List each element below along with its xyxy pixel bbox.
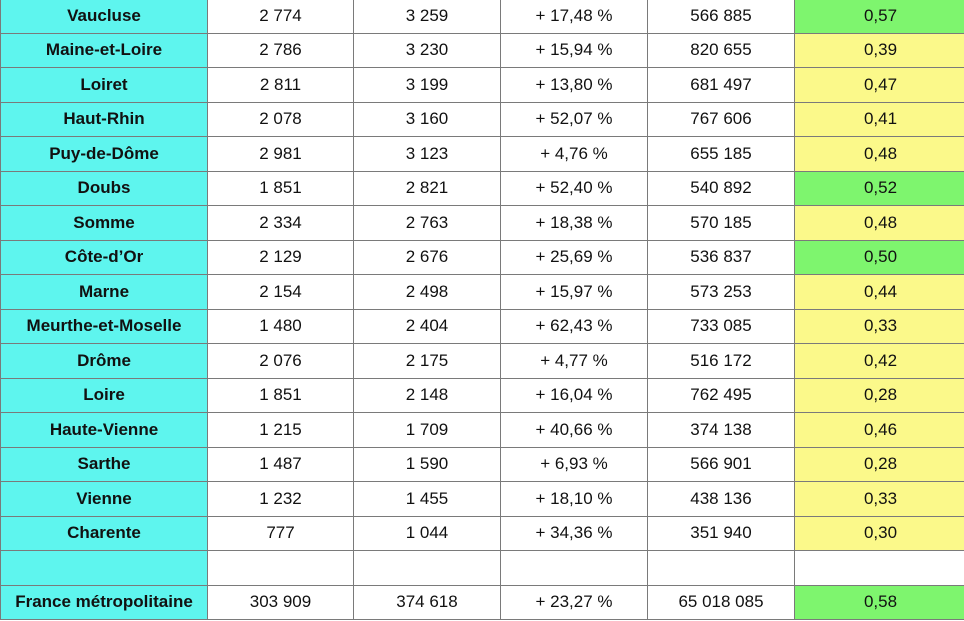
ratio-cell: 0,28 <box>795 447 964 482</box>
department-cell: Côte-d’Or <box>1 240 208 275</box>
value-2011-cell: 2 154 <box>208 275 354 310</box>
value-2011-cell: 1 480 <box>208 309 354 344</box>
table-row <box>1 275 964 310</box>
table-row <box>1 447 964 482</box>
table-row <box>1 33 964 68</box>
ratio-cell: 0,47 <box>795 68 964 103</box>
population-cell: 573 253 <box>648 275 795 310</box>
value-2011-cell: 2 786 <box>208 33 354 68</box>
value-2011-cell: 1 851 <box>208 171 354 206</box>
table-row <box>1 516 964 551</box>
population-cell: 566 901 <box>648 447 795 482</box>
table-row <box>1 102 964 137</box>
population-cell: 351 940 <box>648 516 795 551</box>
table-row <box>1 137 964 172</box>
ratio-cell: 0,57 <box>795 0 964 33</box>
value-2021-cell: 1 590 <box>354 447 501 482</box>
value-2011-cell: 1 487 <box>208 447 354 482</box>
value-2021-cell: 1 044 <box>354 516 501 551</box>
ratio-cell: 0,46 <box>795 413 964 448</box>
department-cell: Vaucluse <box>1 0 208 33</box>
table-row <box>1 482 964 517</box>
table-row <box>1 0 964 33</box>
change-percent-cell: + 34,36 % <box>501 516 648 551</box>
department-cell: Haute-Vienne <box>1 413 208 448</box>
department-cell: Loiret <box>1 68 208 103</box>
value-2011-cell: 777 <box>208 516 354 551</box>
change-percent-cell: + 17,48 % <box>501 0 648 33</box>
department-cell: Doubs <box>1 171 208 206</box>
value-2011-cell: 2 774 <box>208 0 354 33</box>
table-row <box>1 240 964 275</box>
ratio-cell: 0,48 <box>795 137 964 172</box>
value-2021-cell: 2 821 <box>354 171 501 206</box>
change-percent-cell: + 4,77 % <box>501 344 648 379</box>
department-cell: France métropolitaine <box>1 585 208 620</box>
change-percent-cell: + 4,76 % <box>501 137 648 172</box>
population-cell: 438 136 <box>648 482 795 517</box>
population-cell: 566 885 <box>648 0 795 33</box>
department-cell: Somme <box>1 206 208 241</box>
table-row <box>1 413 964 448</box>
department-cell: Marne <box>1 275 208 310</box>
ratio-cell: 0,33 <box>795 309 964 344</box>
population-cell: 655 185 <box>648 137 795 172</box>
value-2011-cell: 2 129 <box>208 240 354 275</box>
empty-cell <box>1 551 208 586</box>
department-cell: Meurthe-et-Moselle <box>1 309 208 344</box>
change-percent-cell: + 15,94 % <box>501 33 648 68</box>
population-cell: 681 497 <box>648 68 795 103</box>
value-2011-cell: 1 232 <box>208 482 354 517</box>
population-cell: 540 892 <box>648 171 795 206</box>
value-2011-cell: 303 909 <box>208 585 354 620</box>
ratio-cell: 0,44 <box>795 275 964 310</box>
table-row <box>1 309 964 344</box>
value-2011-cell: 2 811 <box>208 68 354 103</box>
value-2011-cell: 2 076 <box>208 344 354 379</box>
department-cell: Loire <box>1 378 208 413</box>
value-2021-cell: 2 676 <box>354 240 501 275</box>
change-percent-cell: + 18,38 % <box>501 206 648 241</box>
change-percent-cell: + 13,80 % <box>501 68 648 103</box>
ratio-cell: 0,30 <box>795 516 964 551</box>
value-2021-cell: 374 618 <box>354 585 501 620</box>
department-cell: Sarthe <box>1 447 208 482</box>
change-percent-cell: + 25,69 % <box>501 240 648 275</box>
population-cell: 762 495 <box>648 378 795 413</box>
value-2011-cell: 1 215 <box>208 413 354 448</box>
department-cell: Puy-de-Dôme <box>1 137 208 172</box>
change-percent-cell: + 6,93 % <box>501 447 648 482</box>
table-body <box>1 0 964 620</box>
ratio-cell: 0,50 <box>795 240 964 275</box>
value-2011-cell: 2 334 <box>208 206 354 241</box>
population-cell: 65 018 085 <box>648 585 795 620</box>
population-cell: 374 138 <box>648 413 795 448</box>
value-2011-cell: 1 851 <box>208 378 354 413</box>
ratio-cell: 0,52 <box>795 171 964 206</box>
department-cell: Charente <box>1 516 208 551</box>
change-percent-cell: + 52,40 % <box>501 171 648 206</box>
empty-cell <box>208 551 354 586</box>
table-row <box>1 206 964 241</box>
table-row <box>1 68 964 103</box>
value-2021-cell: 2 148 <box>354 378 501 413</box>
population-cell: 516 172 <box>648 344 795 379</box>
population-cell: 536 837 <box>648 240 795 275</box>
empty-cell <box>354 551 501 586</box>
change-percent-cell: + 62,43 % <box>501 309 648 344</box>
ratio-cell: 0,33 <box>795 482 964 517</box>
ratio-cell: 0,39 <box>795 33 964 68</box>
department-cell: Vienne <box>1 482 208 517</box>
ratio-cell: 0,58 <box>795 585 964 620</box>
change-percent-cell: + 23,27 % <box>501 585 648 620</box>
change-percent-cell: + 18,10 % <box>501 482 648 517</box>
value-2021-cell: 3 259 <box>354 0 501 33</box>
value-2021-cell: 2 404 <box>354 309 501 344</box>
ratio-cell: 0,41 <box>795 102 964 137</box>
table-row <box>1 171 964 206</box>
total-row <box>1 585 964 620</box>
value-2021-cell: 2 498 <box>354 275 501 310</box>
value-2021-cell: 3 123 <box>354 137 501 172</box>
table-row <box>1 344 964 379</box>
empty-cell <box>795 551 964 586</box>
value-2021-cell: 2 763 <box>354 206 501 241</box>
change-percent-cell: + 15,97 % <box>501 275 648 310</box>
department-cell: Drôme <box>1 344 208 379</box>
value-2021-cell: 3 160 <box>354 102 501 137</box>
empty-cell <box>648 551 795 586</box>
population-cell: 767 606 <box>648 102 795 137</box>
value-2021-cell: 1 709 <box>354 413 501 448</box>
ratio-cell: 0,28 <box>795 378 964 413</box>
department-cell: Maine-et-Loire <box>1 33 208 68</box>
population-cell: 733 085 <box>648 309 795 344</box>
value-2011-cell: 2 078 <box>208 102 354 137</box>
value-2021-cell: 3 199 <box>354 68 501 103</box>
blank-row <box>1 551 964 586</box>
population-cell: 570 185 <box>648 206 795 241</box>
value-2011-cell: 2 981 <box>208 137 354 172</box>
value-2021-cell: 3 230 <box>354 33 501 68</box>
empty-cell <box>501 551 648 586</box>
change-percent-cell: + 40,66 % <box>501 413 648 448</box>
value-2021-cell: 2 175 <box>354 344 501 379</box>
change-percent-cell: + 52,07 % <box>501 102 648 137</box>
population-cell: 820 655 <box>648 33 795 68</box>
ratio-cell: 0,42 <box>795 344 964 379</box>
ratio-cell: 0,48 <box>795 206 964 241</box>
department-cell: Haut-Rhin <box>1 102 208 137</box>
table-row <box>1 378 964 413</box>
change-percent-cell: + 16,04 % <box>501 378 648 413</box>
value-2021-cell: 1 455 <box>354 482 501 517</box>
